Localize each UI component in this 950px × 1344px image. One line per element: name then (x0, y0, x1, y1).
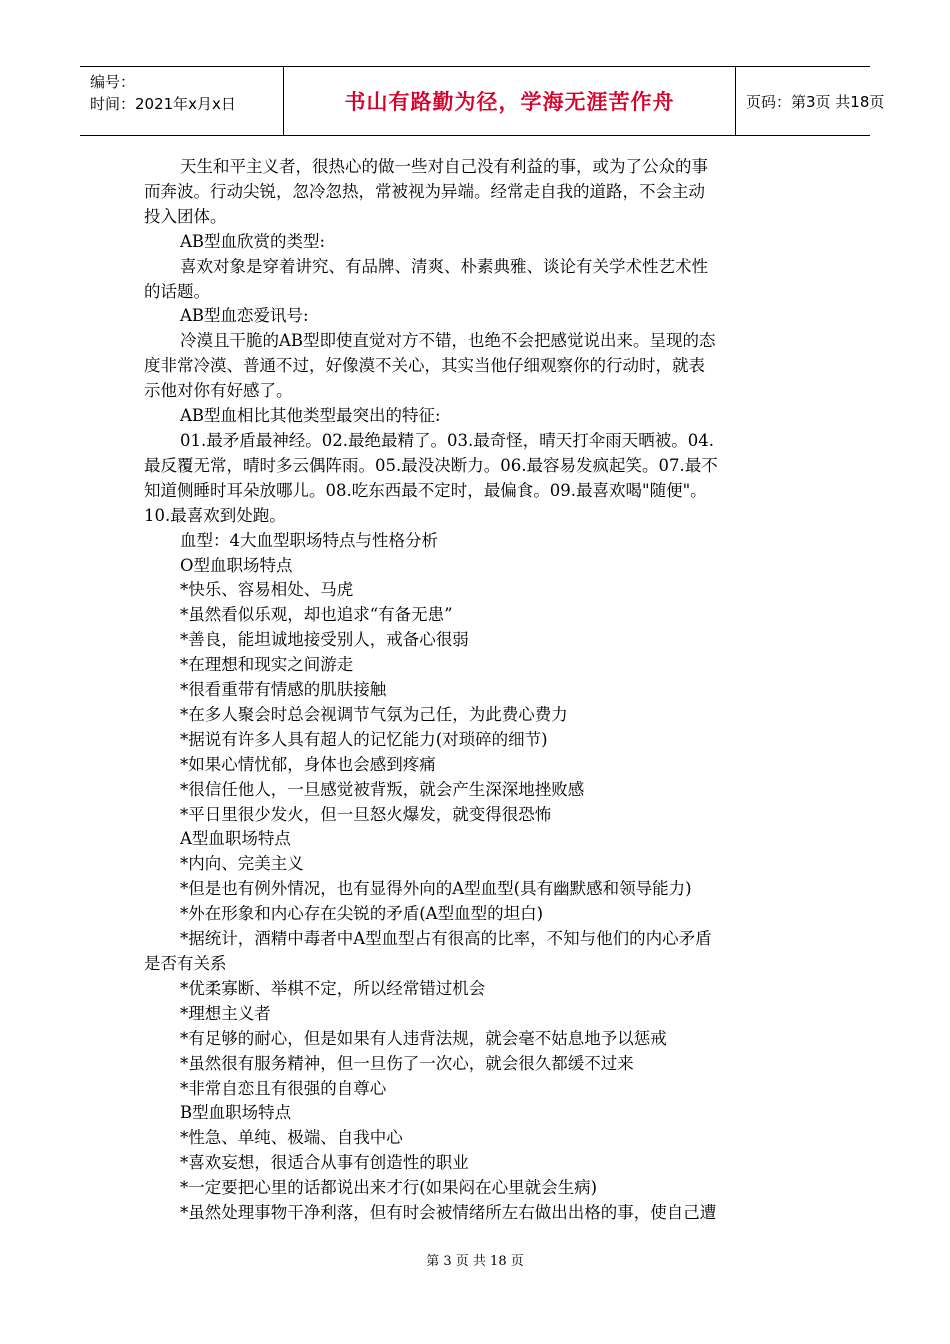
text-line: *虽然很有服务精神，但一旦伤了一次心，就会很久都缓不过来 (180, 1053, 634, 1073)
text-line: *但是也有例外情况，也有显得外向的A型血型(具有幽默感和领导能力) (180, 879, 692, 899)
text-line: 01.最矛盾最神经。02.最绝最精了。03.最奇怪，晴天打伞雨天晒被。04. (180, 430, 714, 450)
paragraph (144, 603, 814, 628)
text-line: AB型血恋爱讯号: (180, 306, 309, 326)
text-line: 10.最喜欢到处跑。 (144, 505, 286, 525)
text-line: *非常自恋且有很强的自尊心 (180, 1078, 387, 1098)
paragraph (144, 628, 814, 653)
text-line: *平日里很少发火，但一旦怒火爆发，就变得很恐怖 (180, 804, 552, 824)
header-motto-cell (284, 67, 736, 135)
paragraph (144, 852, 814, 877)
paragraph (144, 778, 814, 803)
text-line: *一定要把心里的话都说出来才行(如果闷在心里就会生病) (180, 1178, 598, 1198)
paragraph (144, 803, 814, 828)
paragraph (144, 1077, 814, 1102)
paragraph (144, 877, 814, 902)
text-line: *据说有许多人具有超人的记忆能力(对琐碎的细节) (180, 729, 548, 749)
paragraph (144, 753, 814, 778)
paragraph (144, 902, 814, 927)
text-line: *快乐、容易相处、马虎 (180, 580, 354, 600)
header-page-info: 页码：第3页 共18页 (746, 92, 885, 111)
paragraph (144, 1151, 814, 1176)
text-line: *外在形象和内心存在尖锐的矛盾(A型血型的坦白) (180, 904, 544, 924)
paragraph (144, 1052, 814, 1077)
text-line: B型血职场特点 (180, 1103, 292, 1123)
paragraph (144, 927, 814, 977)
text-line: 而奔波。行动尖锐，忽冷忽热，常被视为异端。经常走自我的道路，不会主动 (144, 181, 705, 201)
text-line: 血型：4大血型职场特点与性格分析 (180, 530, 438, 550)
text-line: 投入团体。 (144, 206, 227, 226)
text-line: *优柔寡断、举棋不定，所以经常错过机会 (180, 978, 486, 998)
paragraph (144, 255, 814, 305)
header-meta (80, 67, 284, 135)
page-header (80, 66, 885, 136)
text-line: *喜欢妄想，很适合从事有创造性的职业 (180, 1153, 469, 1173)
document-body (144, 155, 814, 1226)
text-line: 冷漠且干脆的AB型即使直觉对方不错，也绝不会把感觉说出来。呈现的态 (180, 331, 716, 351)
paragraph (144, 1176, 814, 1201)
paragraph (144, 1126, 814, 1151)
text-line: *如果心情忧郁，身体也会感到疼痛 (180, 754, 436, 774)
text-line: 知道侧睡时耳朵放哪儿。08.吃东西最不定时，最偏食。09.最喜欢喝"随便"。 (144, 480, 707, 500)
text-line: 天生和平主义者，很热心的做一些对自己没有利益的事，或为了公众的事 (180, 157, 708, 176)
paragraph (144, 230, 814, 255)
paragraph (144, 678, 814, 703)
text-line: 最反覆无常，晴时多云偶阵雨。05.最没决断力。06.最容易发疯起笑。07.最不 (144, 455, 718, 475)
paragraph (144, 703, 814, 728)
text-line: *内向、完美主义 (180, 854, 304, 874)
text-line: *有足够的耐心，但是如果有人违背法规，就会毫不姑息地予以惩戒 (180, 1028, 667, 1048)
text-line: *在理想和现实之间游走 (180, 655, 354, 675)
paragraph (144, 827, 814, 852)
document-time-label: 时间：2021年x月x日 (90, 95, 236, 113)
paragraph (144, 429, 814, 529)
paragraph (144, 304, 814, 329)
text-line: *在多人聚会时总会视调节气氛为己任，为此费心费力 (180, 704, 568, 724)
page-footer: 第 3 页 共 18 页 (426, 1254, 524, 1269)
text-line: A型血职场特点 (180, 829, 291, 849)
paragraph (144, 155, 814, 230)
paragraph (144, 1027, 814, 1052)
text-line: 度非常冷漠、普通不过，好像漠不关心，其实当他仔细观察你的行动时，就表 (144, 356, 705, 376)
paragraph (144, 1101, 814, 1126)
text-line: *性急、单纯、极端、自我中心 (180, 1128, 403, 1148)
document-number-label: 编号： (90, 73, 136, 91)
text-line: *据统计，酒精中毒者中A型血型占有很高的比率，不知与他们的内心矛盾 (180, 929, 712, 949)
text-line: O型血职场特点 (180, 555, 293, 575)
paragraph (144, 1002, 814, 1027)
text-line: 示他对你有好感了。 (144, 381, 293, 401)
paragraph (144, 977, 814, 1002)
paragraph (144, 404, 814, 429)
paragraph (144, 1201, 814, 1226)
text-line: 的话题。 (144, 281, 210, 301)
text-line: *善良，能坦诚地接受别人，戒备心很弱 (180, 630, 469, 650)
text-line: AB型血相比其他类型最突出的特征: (180, 406, 441, 426)
paragraph (144, 329, 814, 404)
text-line: 喜欢对象是穿着讲究、有品牌、清爽、朴素典雅、谈论有关学术性艺术性 (180, 256, 708, 276)
paragraph (144, 529, 814, 554)
header-motto: 书山有路勤为径，学海无涯苦作舟 (344, 90, 675, 114)
text-line: AB型血欣赏的类型: (180, 231, 326, 251)
text-line: *虽然看似乐观，却也追求“有备无患” (180, 605, 453, 625)
text-line: 是否有关系 (144, 954, 227, 973)
paragraph (144, 554, 814, 579)
paragraph (144, 578, 814, 603)
text-line: *很看重带有情感的肌肤接触 (180, 680, 387, 700)
text-line: *很信任他人，一旦感觉被背叛，就会产生深深地挫败感 (180, 779, 585, 799)
paragraph (144, 728, 814, 753)
text-line: *理想主义者 (180, 1003, 271, 1023)
text-line: *虽然处理事物干净利落，但有时会被情绪所左右做出出格的事，使自己遭 (180, 1203, 717, 1223)
paragraph (144, 653, 814, 678)
